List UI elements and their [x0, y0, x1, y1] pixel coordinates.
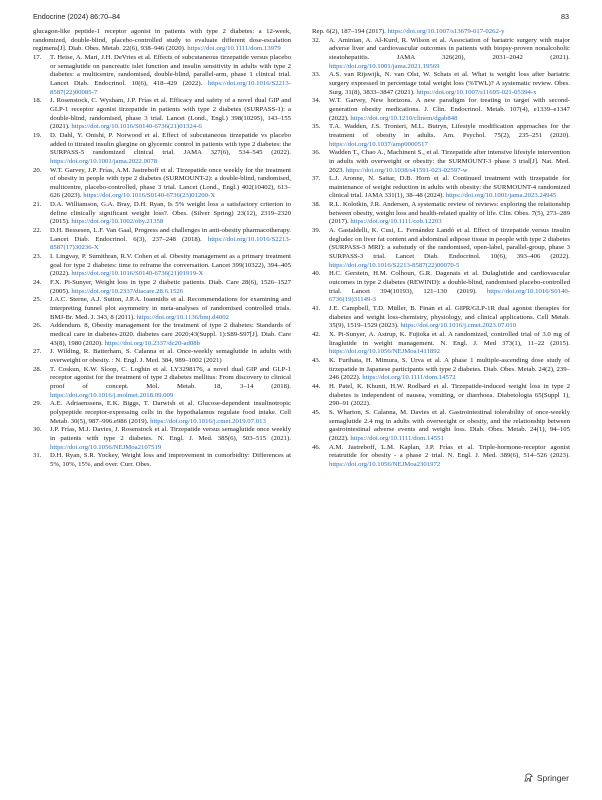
- doi-link[interactable]: https://doi.org/10.1038/s41591-023-02597-w: [345, 166, 468, 174]
- reference-number: 37.: [312, 175, 321, 183]
- reference-number: 38.: [312, 201, 321, 209]
- doi-link[interactable]: https://doi.org/10.1001/jama.2021.19569: [329, 62, 440, 70]
- reference-entry: [312, 444, 570, 470]
- reference-text: [50, 132, 291, 167]
- reference-body: J. Rosenstock, C. Wysham, J.P. Frías et al. Efficacy and safety of a novel dual GIP and GLP-1 receptor agonist tirzepatide in patients with type 2 diabetes (SURPASS-1): a double-blind, randomised, phase 3 trial. Lancet (Lond., Engl.) 398(10295), 143–155 (2021).: [50, 97, 291, 131]
- doi-link[interactable]: https://doi.org/10.1016/j.molmet.2018.09.009: [50, 391, 174, 399]
- reference-number: 26.: [33, 322, 42, 330]
- doi-link[interactable]: https://doi.org/10.2337/dc20-ad08b: [104, 339, 201, 347]
- reference-body: Addendum. 8, Obesity management for the treatment of type 2 diabetes: Standards of medical care in diabetes-2020. diabetes care 2020;43(Suppl. 1):S89-S97[J]. Diab. Care 43(8), 1980 (2020).: [50, 322, 291, 347]
- reference-body: D.H. Ryan, S.R. Yockey, Weight loss and improvement in comorbidity: Differences at 5%, 10%, 15%, and over. Curr. Obes.: [50, 452, 291, 468]
- reference-number: 25.: [33, 296, 42, 304]
- reference-body: A. Gastaldelli, K. Cusi, L. Fernández Landó et al. Effect of tirzepatide versus insulin degludec on liver fat content and abdominal adipose tissue in people with type 2 diabetes (SURPASS-3 MRI): a substudy of the randomised, open-label, parallel-group, phase 3 SURPASS-3 trial. Lancet Diab. Endocrinol. 10(6), 393–406 (2022).: [329, 227, 570, 261]
- reference-entry: [33, 227, 291, 253]
- reference-text: [50, 366, 291, 401]
- reference-number: 30.: [33, 426, 42, 434]
- reference-body: L.J. Aronne, N. Sattar, D.B. Horn et al. Continued treatment with tirzepatide for maintenance of weight reduction in adults with obesity: the SURMOUNT-4 randomized clinical trial. JAMA 331(1), 38–48 (2024).: [329, 175, 570, 200]
- reference-body: glucagon-like peptide-1 receptor agonist in patients with type 2 diabetes: a 12-week, randomized, double-blind, placebo-controlled study to evaluate different dose-escalation regimens[J]. Diab. Obes. Metab. 22(6), 938–946 (2020).: [33, 28, 291, 53]
- doi-link[interactable]: https://doi.org/10.1111/dom.14551: [350, 434, 444, 442]
- reference-body: A. Aminian, A. Al-Kurd, R. Wilson et al. Association of bariatric surgery with major adverse liver and cardiovascular outcomes in patients with biopsy-proven nonalcoholic steatohepatitis. JAMA 326(20), 2031–2042 (2021).: [329, 36, 570, 61]
- reference-number: 22.: [33, 227, 42, 235]
- reference-body: J.P. Frías, M.J. Davies, J. Rosenstock et al. Tirzepatide versus semaglutide once weekly in patients with type 2 diabetes. N. Engl. J. Med. 385(6), 503–515 (2021).: [50, 426, 291, 442]
- reference-entry: [312, 305, 570, 331]
- doi-link[interactable]: https://doi.org/10.1016/j.cmet.2019.07.013: [150, 417, 266, 425]
- doi-link[interactable]: https://doi.org/10.1001/jama.2023.24945: [445, 192, 557, 200]
- references-right-column: [312, 28, 570, 469]
- reference-number: 20.: [33, 166, 42, 174]
- reference-number: 24.: [33, 279, 42, 287]
- reference-entry: [312, 71, 570, 97]
- reference-text: [50, 54, 291, 97]
- reference-text: [50, 279, 291, 296]
- reference-text: [50, 348, 291, 365]
- reference-entry: [312, 149, 570, 175]
- reference-text: [329, 175, 570, 201]
- reference-number: 33.: [312, 71, 321, 79]
- reference-number: 42.: [312, 330, 321, 338]
- reference-entry: [33, 279, 291, 296]
- publisher-name: Springer: [536, 772, 569, 783]
- reference-body: I. Lingvay, P. Sumithran, R.V. Cohen et al. Obesity management as a primary treatment goal for type 2 diabetes: time to reframe the conversation. Lancet 399(10322), 394–405 (2022).: [50, 253, 291, 278]
- reference-entry: [312, 409, 570, 444]
- doi-link[interactable]: https://doi.org/10.1037/amp0000517: [329, 140, 428, 148]
- reference-text: [329, 97, 570, 123]
- reference-entry: [33, 322, 291, 348]
- reference-body: A.M. Jastreboff, L.M. Kaplan, J.P. Frías et al. Triple-hormone-receptor agonist retatrutide for obesity - a phase 2 trial. N. Engl. J. Med. 389(6), 514–526 (2023).: [329, 443, 570, 460]
- reference-entry: [33, 132, 291, 167]
- springer-horse-icon: [523, 772, 534, 783]
- reference-entry: [33, 348, 291, 365]
- reference-entry: [312, 331, 570, 357]
- reference-number: 43.: [312, 356, 321, 364]
- reference-entry: [33, 253, 291, 279]
- doi-link[interactable]: https://doi.org/10.1056/NEJMoa2107519: [50, 443, 162, 451]
- doi-link[interactable]: https://doi.org/10.1016/j.cmet.2023.07.010: [400, 322, 517, 330]
- reference-text: [50, 426, 291, 452]
- reference-text: [329, 409, 570, 444]
- reference-number: 21.: [33, 201, 42, 209]
- reference-number: 31.: [33, 452, 42, 460]
- reference-number: 44.: [312, 382, 321, 390]
- reference-body: S. Wharton, S. Calanna, M. Davies et al. Gastrointestinal tolerability of once-weekly semaglutide 2.4 mg in adults with overweight or obesity, and the relationship between gastrointestinal adverse events and weight loss. Diab. Obes. Metab. 24(1), 94–105 (2022).: [329, 408, 570, 442]
- journal-citation: Endocrine (2024) 86:70–84: [33, 11, 121, 21]
- reference-body: D.A. Williamson, G.A. Bray, D.H. Ryan, Is 5% weight loss a satisfactory criterion to define clinically significant weight loss?. Obes. (Silver Spring) 23(12), 2319–2320 (2015).: [50, 201, 291, 226]
- reference-text: [50, 296, 291, 322]
- doi-link[interactable]: https://doi.org/10.1111/dom.14572: [362, 374, 456, 382]
- reference-number: 23.: [33, 253, 42, 261]
- reference-body: D.H. Bessesen, L.F. Van Gaal, Progress and challenges in anti-obesity pharmacotherapy. Lancet Diab. Endocrinol. 6(3), 237–248 (2018).: [50, 227, 291, 243]
- reference-entry: [33, 426, 291, 452]
- reference-entry: [312, 201, 570, 227]
- reference-body: Rep. 6(2), 187–194 (2017).: [312, 28, 388, 35]
- reference-body: T.A. Wadden, J.S. Tronieri, M.L. Butryn, Lifestyle modification approaches for the treatment of obesity in adults. Am. Psychol. 75(2), 235–251 (2020).: [329, 123, 570, 139]
- doi-link[interactable]: https://doi.org/10.1136/bmj.d4002: [136, 313, 230, 321]
- doi-link[interactable]: https://doi.org/10.1210/clinem/dgab848: [350, 114, 458, 122]
- reference-text: [50, 452, 291, 469]
- reference-entry: [312, 37, 570, 72]
- reference-body: W.T. Garvey, New horizons. A new paradigm for treating to target with second-generation obesity medications. J. Clin. Endocrinol. Metab. 107(4), e1339–e1347 (2022).: [329, 97, 570, 122]
- reference-continuation: [312, 28, 570, 37]
- doi-link[interactable]: https://doi.org/10.1016/S2213-8587(22)00070-5: [329, 261, 460, 269]
- reference-text: [50, 253, 291, 279]
- reference-number: 27.: [33, 348, 42, 356]
- doi-link[interactable]: https://doi.org/10.2337/diacare.28.6.1526: [71, 287, 184, 295]
- reference-entry: [312, 357, 570, 383]
- references-left-column: [33, 28, 291, 469]
- reference-entry: [312, 97, 570, 123]
- reference-number: 39.: [312, 227, 321, 235]
- reference-text: [329, 201, 570, 227]
- reference-number: 40.: [312, 270, 321, 278]
- page-header: [33, 10, 569, 22]
- page-number: 83: [561, 11, 569, 21]
- reference-text: [329, 149, 570, 175]
- reference-entry: [312, 175, 570, 201]
- reference-text: [329, 37, 570, 72]
- reference-entry: [33, 54, 291, 97]
- reference-entry: [312, 270, 570, 305]
- doi-link[interactable]: https://doi.org/10.1016/S0140-6736(23)01200-X: [83, 192, 216, 200]
- reference-body: T. Heise, A. Mari, J.H. DeVries et al. Effects of subcutaneous tirzepatide versus placebo or semaglutide on pancreatic islet function and insulin sensitivity in adults with type 2 diabetes: a multicentre, randomised, double-blind, parallel-arm, phase 1 clinical trial. Lancet Diab. Endocrinol. 10(6), 418–429 (2022).: [50, 53, 291, 87]
- reference-entry: [33, 201, 291, 227]
- doi-link[interactable]: https://doi.org/10.1056/NEJMoa1411892: [329, 348, 441, 356]
- doi-link[interactable]: https://doi.org/10.1007/s11695-021-05394-x: [416, 88, 537, 96]
- reference-body: J.E. Campbell, T.D. Müller, B. Finan et al. GIPR/GLP-1R dual agonist therapies for diabetes and weight loss-chemistry, physiology, and clinical applications. Cell Metab. 35(9), 1519–1529 (2023).: [329, 305, 570, 330]
- reference-text: [312, 28, 570, 37]
- reference-body: H. Patel, K. Khunti, H.W. Rodbard et al. Tirzepatide-induced weight loss in type 2 diabetes is independent of nausea, vomiting, or diarrhoea. Diabetologia 65(Suppl 1), 290–91 (2022).: [329, 382, 570, 408]
- reference-number: 19.: [33, 131, 42, 139]
- reference-text: [50, 400, 291, 426]
- reference-entry: [33, 400, 291, 426]
- reference-body: W.T. Garvey, J.P. Frías, A.M. Jastreboff et al. Tirzepatide once weekly for the treatment of obesity in people with type 2 diabetes (SURMOUNT-2): a double-blind, randomised, multicentre, placebo-controlled, phase 3 trial. Lancet (Lond., Engl.) 402(10402), 613–626 (2023).: [50, 166, 291, 200]
- doi-link[interactable]: https://doi.org/10.1111/dom.13979: [187, 45, 281, 53]
- reference-text: [329, 270, 570, 305]
- reference-text: [50, 97, 291, 132]
- reference-body: J. Wilding, R. Batterham, S. Calanna et al. Once-weekly semaglutide in adults with overweight or obesity. : N. Engl. J. Med. 384, 989–1002 (2021): [50, 348, 291, 364]
- doi-link[interactable]: https://doi.org/10.1016/S0140-6736(21)01919-X: [71, 270, 204, 278]
- doi-link[interactable]: https://doi.org/10.1111/cob.12203: [350, 218, 442, 226]
- reference-body: T. Coskun, K.W. Sloop, C. Loghin et al. LY3298176, a novel dual GIP and GLP-1 receptor agonist for the treatment of type 2 diabetes mellitus: From discovery to clinical proof of concept. Mol. Metab. 18, 3–14 (2018).: [50, 365, 291, 390]
- reference-text: [329, 444, 570, 470]
- doi-link[interactable]: https://doi.org/10.1007/s13679-017-0262-y: [387, 28, 505, 35]
- doi-link[interactable]: https://doi.org/10.1002/oby.21358: [71, 218, 164, 226]
- reference-number: 36.: [312, 149, 321, 157]
- doi-link[interactable]: https://doi.org/10.1056/NEJMoa2301972: [329, 460, 441, 468]
- doi-link[interactable]: https://doi.org/10.1016/S0140-6736(19)31149-3: [329, 287, 570, 304]
- reference-text: [50, 322, 291, 348]
- reference-entry: [33, 452, 291, 469]
- reference-body: X. Pi-Sunyer, A. Astrup, K. Fujioka et al. A randomized, controlled trial of 3.0 mg of liraglutide in weight management. N. Engl. J. Med 373(1), 11–22 (2015).: [329, 330, 570, 347]
- reference-entry: [33, 296, 291, 322]
- reference-number: 34.: [312, 97, 321, 105]
- reference-body: H.C. Gerstein, H.M. Colhoun, G.R. Dagenais et al. Dulaglutide and cardiovascular outcomes in type 2 diabetes (REWIND): a double-blind, randomised placebo-controlled trial. Lancet 394(10193), 121–130 (2019).: [329, 270, 570, 295]
- reference-text: [329, 331, 570, 357]
- reference-body: J.A.C. Sterne, A.J. Sutton, J.P.A. Ioannidis et al. Recommendations for examining and interpreting funnel plot asymmetry in meta-analyses of randomised controlled trials. BMJ-Br. Med. J. 343, 8 (2011).: [50, 296, 291, 321]
- reference-number: 35.: [312, 123, 321, 131]
- reference-text: [329, 227, 570, 270]
- reference-body: A.E. Adriaenssens, E.K. Biggs, T. Darwish et al. Glucose-dependent insulinotropic polypeptide receptor-expressing cells in the hypothalamus regulate food intake. Cell Metab. 30(5), 987–996.e986 (2019).: [50, 400, 291, 425]
- doi-link[interactable]: https://doi.org/10.1016/S2213-8587(17)30236-X: [50, 235, 291, 252]
- reference-body: R.L. Kolotkin, J.R. Andersen, A systematic review of reviews: exploring the relationship between obesity, weight loss and health-related quality of life. Clin. Obes. 7(5), 273–289 (2017).: [329, 201, 570, 226]
- reference-body: K. Furihata, H. Mimura, S. Urva et al. A phase 1 multiple-ascending dose study of tirzepatide in Japanese participants with type 2 diabetes. Diab. Obes. Metab. 24(2), 239–246 (2022).: [329, 356, 570, 382]
- reference-text: [329, 383, 570, 409]
- reference-number: 45.: [312, 408, 321, 416]
- publisher-footer: [523, 772, 569, 783]
- reference-number: 46.: [312, 443, 321, 451]
- reference-body: D. Dahl, Y. Onishi, P. Norwood et al. Effect of subcutaneous tirzepatide vs placebo added to titrated insulin glargine on glycemic control in patients with type 2 diabetes: the SURPASS-5 randomized clinical trial. JAMA 327(6), 534–545 (2022).: [50, 131, 291, 157]
- reference-text: [329, 305, 570, 331]
- reference-number: 18.: [33, 97, 42, 105]
- reference-entry: [312, 227, 570, 270]
- reference-body: Wadden T., Chao A., Machineni S., et al. Tirzepatide after intensive lifestyle intervention in adults with overweight or obesity: the SURMOUNT-3 phase 3 trial[J]. Nat. Med. 2023.: [329, 149, 570, 174]
- reference-number: 28.: [33, 365, 42, 373]
- reference-number: 29.: [33, 400, 42, 408]
- reference-number: 17.: [33, 53, 42, 61]
- reference-number: 32.: [312, 36, 321, 44]
- reference-continuation: [33, 28, 291, 54]
- reference-text: [50, 201, 291, 227]
- reference-text: [329, 123, 570, 149]
- reference-entry: [33, 167, 291, 202]
- reference-entry: [33, 366, 291, 401]
- reference-entry: [312, 123, 570, 149]
- reference-number: 41.: [312, 305, 321, 312]
- reference-text: [33, 28, 291, 54]
- reference-entry: [312, 383, 570, 409]
- reference-text: [329, 71, 570, 97]
- reference-body: A.S. van Rijswijk, N. van Olst, W. Schats et al. What is weight loss after bariatric surgery expressed in percentage total weight loss (%TWL)? A systematic review. Obes. Surg. 31(8), 3833–3847 (2021).: [329, 71, 570, 96]
- reference-text: [329, 357, 570, 383]
- reference-text: [50, 227, 291, 253]
- doi-link[interactable]: https://doi.org/10.1016/S0140-6736(21)01324-6: [71, 123, 202, 131]
- reference-entry: [33, 97, 291, 132]
- doi-link[interactable]: https://doi.org/10.1016/S2213-8587(22)00085-7: [50, 79, 291, 96]
- reference-body: F.X. Pi-Sunyer, Weight loss in type 2 diabetic patients. Diab. Care 28(6), 1526–1527 (2005).: [50, 279, 291, 295]
- reference-text: [50, 167, 291, 202]
- doi-link[interactable]: https://doi.org/10.1001/jama.2022.0078: [50, 157, 158, 165]
